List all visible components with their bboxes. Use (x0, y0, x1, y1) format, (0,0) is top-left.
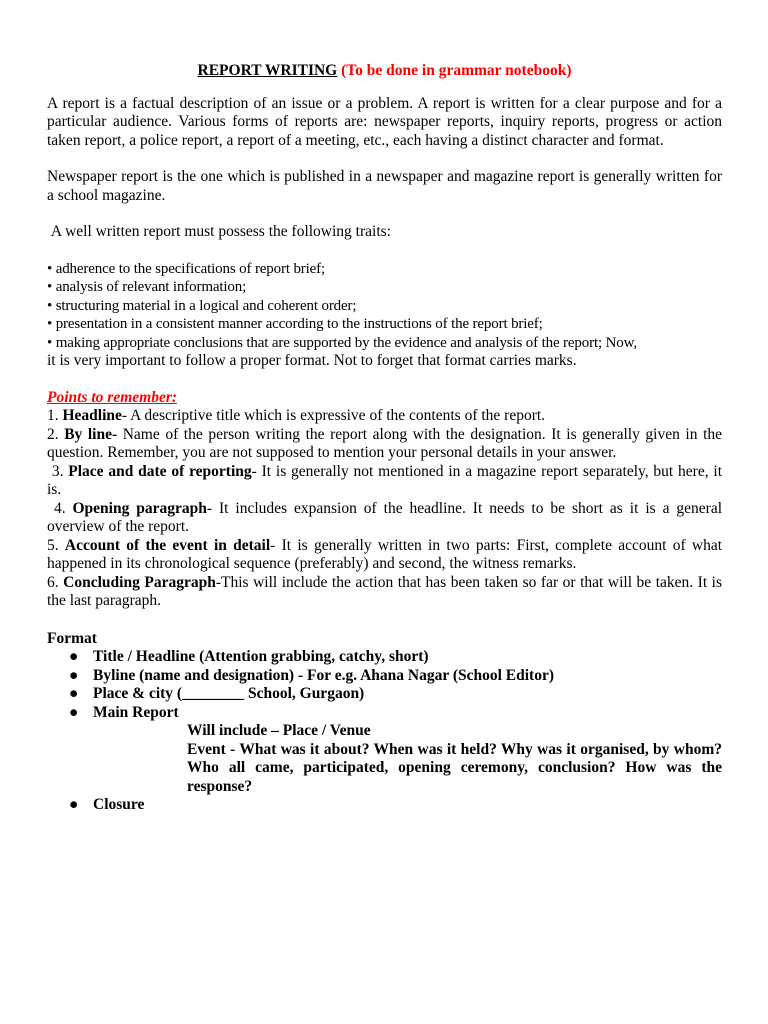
point-label: Opening paragraph (72, 499, 207, 517)
point-label: Place and date of reporting (68, 462, 252, 480)
traits-intro (47, 223, 722, 242)
main-report-line1: Will include – Place / Venue (187, 722, 371, 739)
points-list (47, 407, 722, 611)
point-item: 3. Place and date of reporting- It is generally not mentioned in a magazine report separately, but here, it is. (47, 462, 723, 498)
point-text: - It includes expansion of the headline. It needs to be short as it is a general overview of the report. (47, 499, 723, 535)
point-text: - It is generally not mentioned in a magazine report separately, but here, it is. (47, 462, 723, 498)
point-item: 5. Account of the event in detail- It is generally written in two parts: First, complete account of what happened in its chronological sequence (preferably) and second, the witness remarks. (47, 536, 723, 572)
point-item: 1. Headline- A descriptive title which is expressive of the contents of the report. (47, 407, 546, 424)
point-item: 4. Opening paragraph- It includes expansion of the headline. It needs to be short as it is a general overview of the report. (47, 499, 723, 535)
format-item: ● Byline (name and designation) - For e.g. Ahana Nagar (School Editor) (69, 666, 555, 684)
traits-intro-text: A well written report must possess the following traits: (50, 223, 391, 240)
point-label: Account of the event in detail (64, 536, 271, 554)
main-report-line2: Event - What was it about? When was it held? Why was it organised, by whom? Who all came, participated, opening ceremony, conclusion? How was the response? (187, 740, 722, 795)
format-item: ● Title / Headline (Attention grabbing, catchy, short) (69, 648, 429, 665)
traits-list (47, 260, 722, 371)
document-title (47, 62, 722, 81)
bullet-icon: ● (69, 796, 79, 813)
newspaper-paragraph: Newspaper report is the one which is published in a newspaper and magazine report is generally written for a school magazine. (47, 168, 722, 204)
point-item: 6. Concluding Paragraph-This will include the action that has been taken so far or that will be taken. It is the last paragraph. (47, 573, 723, 609)
format-list (47, 648, 722, 722)
point-text: - A descriptive title which is expressive of the contents of the report. (121, 407, 546, 424)
bullet-icon: ● (69, 666, 79, 684)
format-heading: Format (47, 629, 97, 647)
trait-item: • analysis of relevant information; (47, 279, 247, 295)
trait-item: • structuring material in a logical and coherent order; (47, 297, 357, 314)
trait-item: • making appropriate conclusions that are supported by the evidence and analysis of the report; Now, (47, 334, 637, 351)
point-label: Headline (62, 407, 122, 424)
title-note: (To be done in grammar notebook) (341, 62, 572, 79)
intro-paragraph: A report is a factual description of an issue or a problem. A report is written for a clear purpose and for a particular audience. Various forms of reports are: newspaper reports, inquiry reports, progress or action taken report, a police report, a report of a meeting, etc., each having a distinct character and format. (47, 94, 722, 149)
point-label: By line- (64, 425, 118, 443)
point-item: 2. By line- Name of the person writing the report along with the designation. It is generally given in the question. Remember, you are not supposed to mention your personal details in your answer. (47, 425, 723, 461)
bullet-icon: ● (69, 703, 79, 721)
main-report-details (47, 722, 722, 796)
point-label: Concluding Paragraph (63, 573, 216, 591)
points-heading: Points to remember: (47, 388, 178, 406)
point-text: - It is generally written in two parts: First, complete account of what happened in its chronological sequence (preferably) and second, the witness remarks. (47, 536, 723, 572)
format-item: ● Main Report (69, 703, 179, 721)
trait-item: • presentation in a consistent manner according to the instructions of the report brief; (47, 316, 543, 332)
format-item-closure: ● Closure (69, 796, 145, 813)
point-text: -This will include the action that has been taken so far or that will be taken. It is the last paragraph. (47, 573, 723, 609)
format-item: ● Place & city (________ School, Gurgaon) (69, 685, 365, 702)
traits-continuation: it is very important to follow a proper format. Not to forget that format carries marks. (47, 352, 577, 369)
point-text: Name of the person writing the report along with the designation. It is generally given in the question. Remember, you are not supposed to mention your personal details in your answer. (47, 425, 723, 461)
trait-item: • adherence to the specifications of report brief; (47, 260, 326, 277)
bullet-icon: ● (69, 685, 79, 702)
bullet-icon: ● (69, 648, 79, 665)
format-list-closure (47, 796, 722, 815)
title-main: REPORT WRITING (197, 62, 338, 79)
